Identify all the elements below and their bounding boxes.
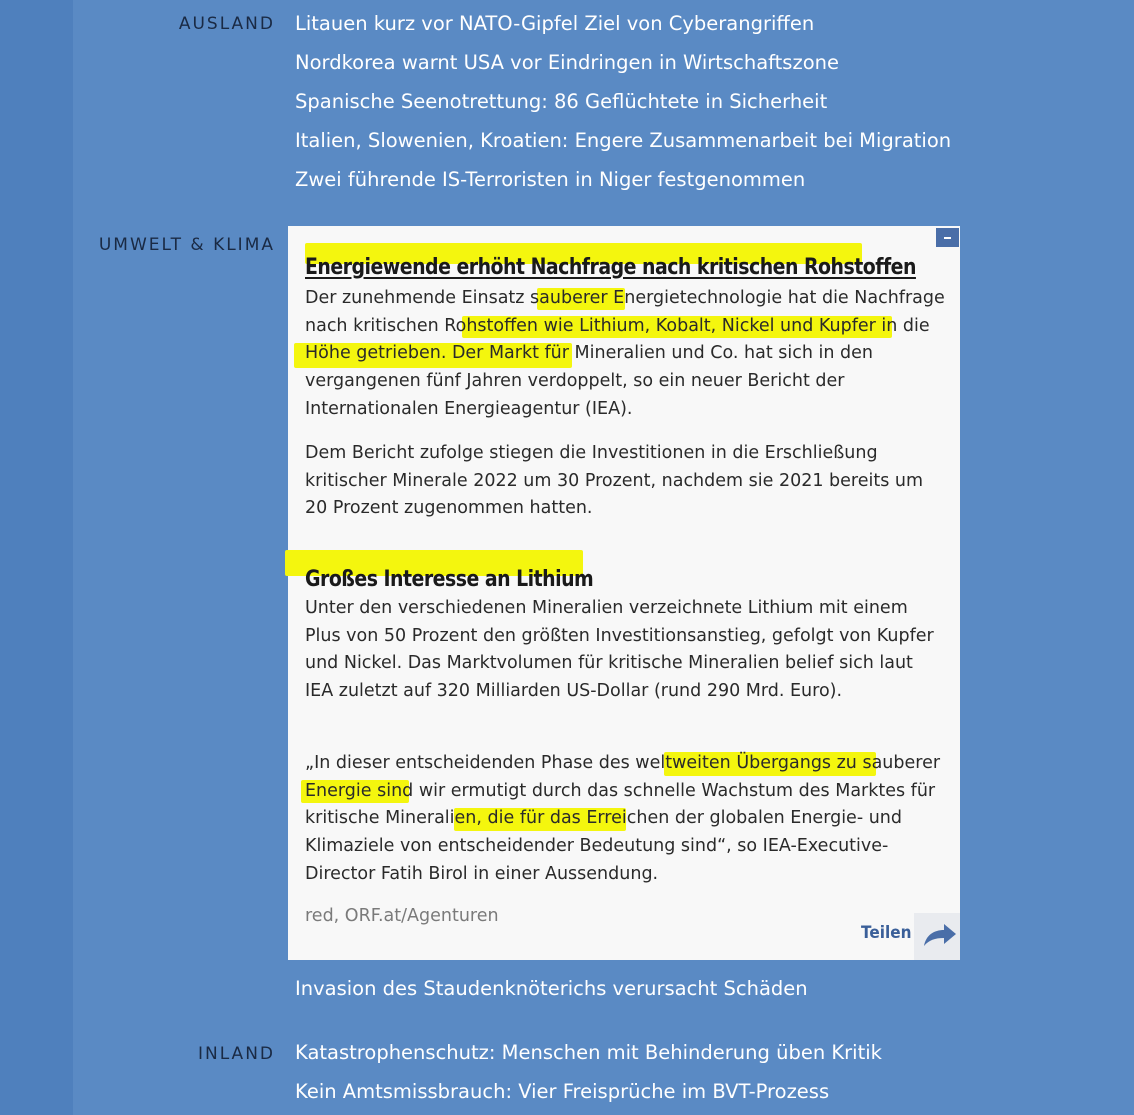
headline-link[interactable]: Nordkorea warnt USA vor Eindringen in Wirtschaftszone — [295, 51, 839, 74]
collapse-button[interactable] — [936, 228, 959, 247]
headline-link[interactable]: Litauen kurz vor NATO-Gipfel Ziel von Cyberangriffen — [295, 12, 815, 35]
left-edge — [0, 0, 73, 1115]
share-button-label[interactable]: Teilen — [861, 923, 912, 943]
headline-link[interactable]: Invasion des Staudenknöterichs verursacht Schäden — [295, 977, 808, 1000]
minus-icon — [944, 237, 951, 239]
expanded-article — [288, 226, 960, 960]
headline-link[interactable]: Italien, Slowenien, Kroatien: Engere Zusammenarbeit bei Migration — [295, 129, 952, 152]
share-button[interactable] — [914, 913, 960, 960]
article-title[interactable]: Energiewende erhöht Nachfrage nach kritischen Rohstoffen — [305, 254, 916, 280]
section-label-inland: INLAND — [197, 1044, 275, 1064]
section-label-ausland: AUSLAND — [178, 14, 275, 34]
headline-link[interactable]: Kein Amtsmissbrauch: Vier Freisprüche im BVT-Prozess — [295, 1080, 830, 1103]
headline-link[interactable]: Spanische Seenotrettung: 86 Geflüchtete in Sicherheit — [295, 90, 828, 113]
article-credit: red, ORF.at/Agenturen — [305, 906, 499, 926]
article-paragraph: „In dieser entscheidenden Phase des weltweiten Übergangs zu sauberer Energie sind wir ermutigt durch das schnelle Wachstum des Marktes für kritische Mineralien, die für das Erreichen der globalen Energie- und Klimaziele von entscheidender Bedeutung sind“, so IEA-Executive-Director Fatih Birol in einer Aussendung. — [305, 753, 941, 884]
article-paragraph: Der zunehmende Einsatz sauberer Energietechnologie hat die Nachfrage nach kritischen Rohstoffen wie Lithium, Kobalt, Nickel und Kupfer in die Höhe getrieben. Der Markt für Mineralien und Co. hat sich in den vergangenen fünf Jahren verdoppelt, so ein neuer Bericht der Internationalen Energieagentur (IEA). — [305, 288, 945, 419]
article-paragraph: Unter den verschiedenen Mineralien verzeichnete Lithium mit einem Plus von 50 Prozent den größten Investitionsanstieg, gefolgt von Kupfer und Nickel. Das Marktvolumen für kritische Mineralien belief sich laut IEA zuletzt auf 320 Milliarden US-Dollar (rund 290 Mrd. Euro). — [305, 598, 934, 702]
article-paragraph: Dem Bericht zufolge stiegen die Investitionen in die Erschließung kritischer Minerale 2022 um 30 Prozent, nachdem sie 2021 bereits um 20 Prozent zugenommen hatten. — [305, 443, 924, 519]
share-arrow-icon — [914, 913, 960, 960]
headline-link[interactable]: Katastrophenschutz: Menschen mit Behinderung üben Kritik — [295, 1041, 882, 1064]
article-subheading: Großes Interesse an Lithium — [305, 567, 594, 593]
headline-link[interactable]: Zwei führende IS-Terroristen in Niger festgenommen — [295, 168, 806, 191]
section-label-umwelt-klima: UMWELT & KLIMA — [98, 235, 275, 255]
